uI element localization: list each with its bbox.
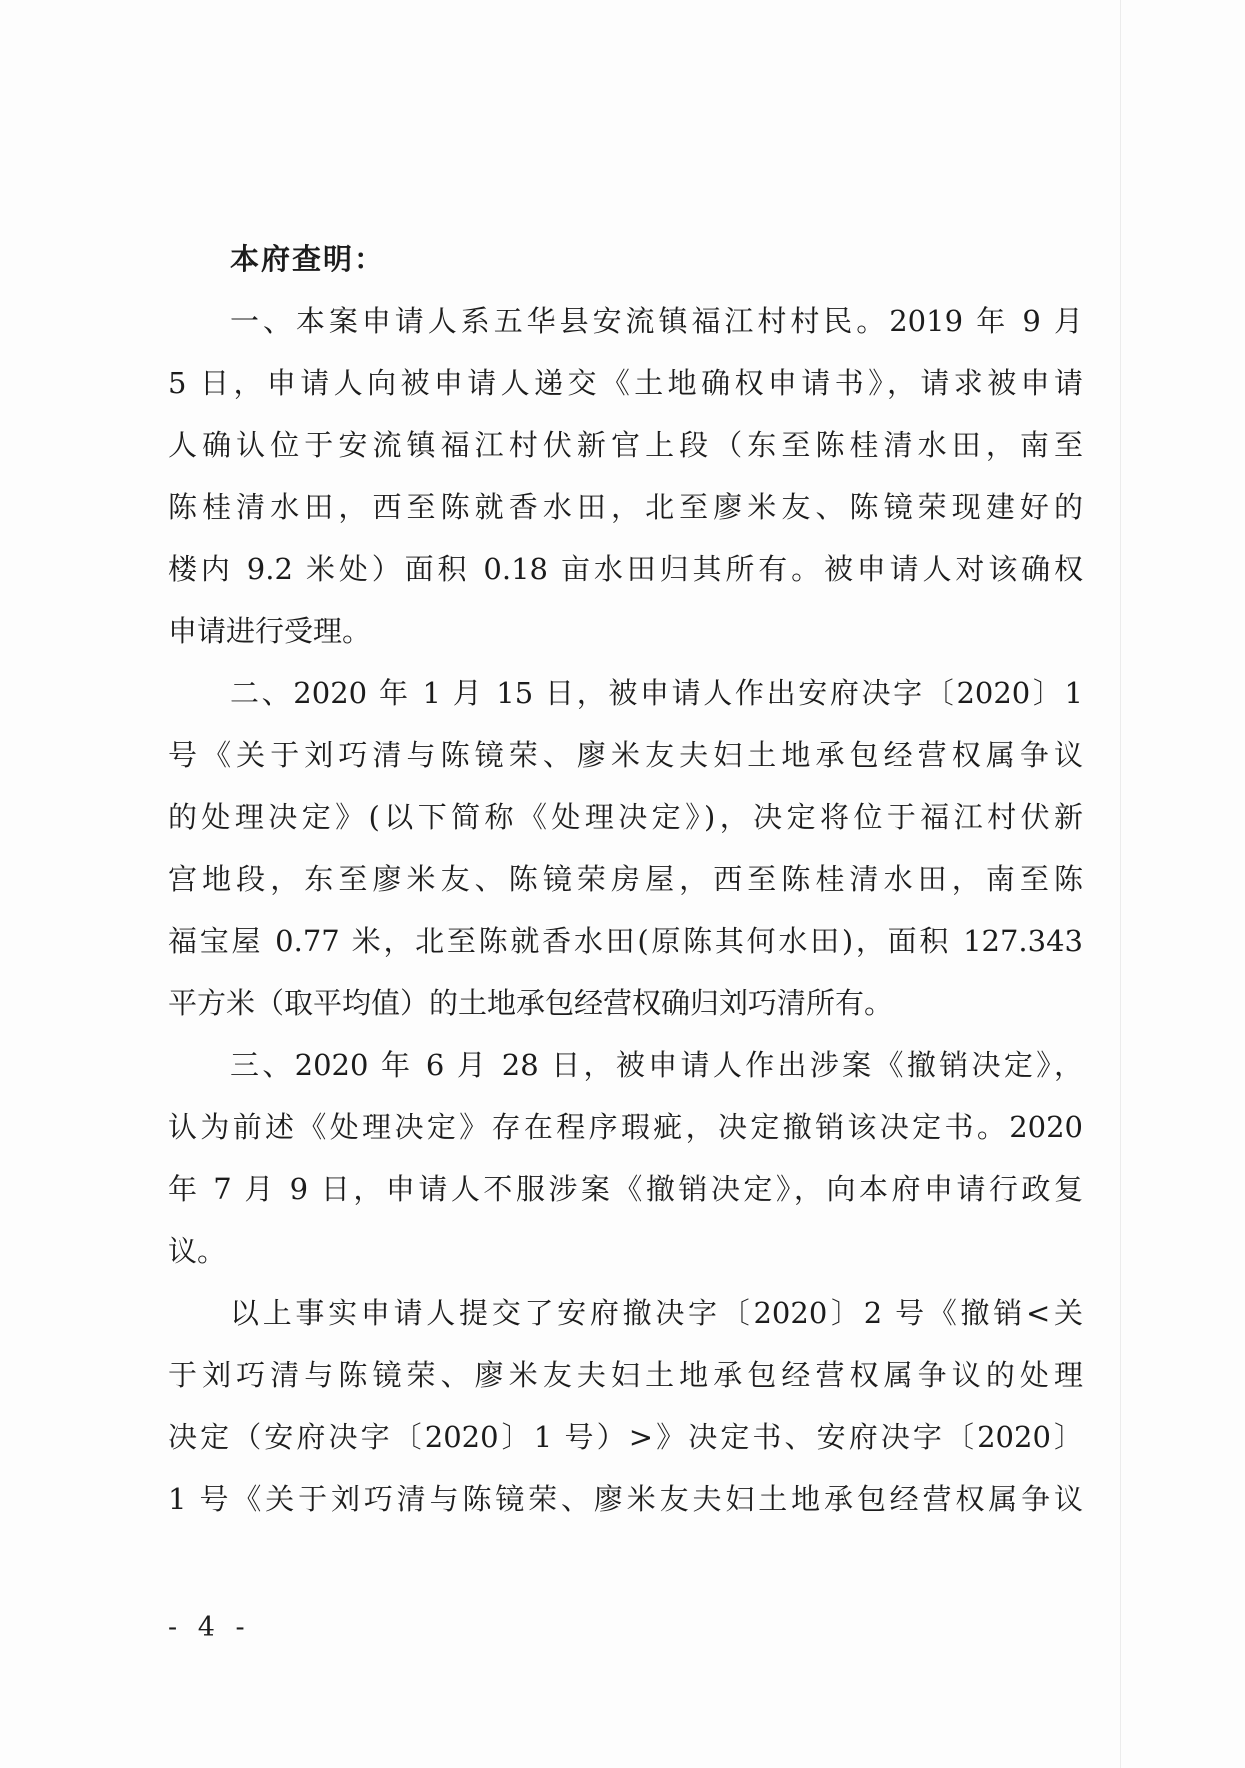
paragraph-line: 于刘巧清与陈镜荣、廖米友夫妇土地承包经营权属争议的处理: [168, 1358, 1083, 1392]
paragraph-line: 福宝屋 0.77 米，北至陈就香水田(原陈其何水田)，面积 127.343: [168, 924, 1083, 958]
paragraph-line: 决定（安府决字〔2020〕1 号）>》决定书、安府决字〔2020〕: [168, 1420, 1083, 1454]
paragraph-line: 1 号《关于刘巧清与陈镜荣、廖米友夫妇土地承包经营权属争议: [168, 1482, 1083, 1516]
paragraph-1: [168, 290, 1083, 662]
paragraph-line: 议。: [168, 1234, 227, 1268]
paragraph-line: 陈桂清水田，西至陈就香水田，北至廖米友、陈镜荣现建好的: [168, 490, 1083, 524]
paragraph-line: 申请进行受理。: [168, 614, 372, 648]
paragraph-line: 以上事实申请人提交了安府撤决字〔2020〕2 号《撤销<关: [230, 1296, 1083, 1330]
paragraph-line: 楼内 9.2 米处）面积 0.18 亩水田归其所有。被申请人对该确权: [168, 552, 1083, 586]
paragraph-line: 的处理决定》(以下简称《处理决定》)，决定将位于福江村伏新: [168, 800, 1083, 834]
paragraph-line: 5 日，申请人向被申请人递交《土地确权申请书》，请求被申请: [168, 366, 1083, 400]
paragraph-line: 年 7 月 9 日，申请人不服涉案《撤销决定》，向本府申请行政复: [168, 1172, 1083, 1206]
scan-fold-line: [1120, 0, 1121, 1768]
section-heading: 本府查明：: [230, 242, 386, 276]
paragraph-2: [168, 662, 1083, 1034]
paragraph-line: 三、2020 年 6 月 28 日，被申请人作出涉案《撤销决定》，: [230, 1048, 1083, 1082]
paragraph-3: [168, 1034, 1083, 1282]
paragraph-line: 平方米（取平均值）的土地承包经营权确归刘巧清所有。: [168, 986, 894, 1020]
paragraph-line: 号《关于刘巧清与陈镜荣、廖米友夫妇土地承包经营权属争议: [168, 738, 1083, 772]
paragraph-line: 人确认位于安流镇福江村伏新官上段（东至陈桂清水田，南至: [168, 428, 1083, 462]
paragraph-line: 二、2020 年 1 月 15 日，被申请人作出安府决字〔2020〕1: [230, 676, 1083, 710]
paragraph-line: 宫地段，东至廖米友、陈镜荣房屋，西至陈桂清水田，南至陈: [168, 862, 1083, 896]
paragraph-line: 认为前述《处理决定》存在程序瑕疵，决定撤销该决定书。2020: [168, 1110, 1083, 1144]
document-body: [168, 228, 1083, 1530]
paragraph-line: 一、本案申请人系五华县安流镇福江村村民。2019 年 9 月: [230, 304, 1083, 338]
paragraph-4: [168, 1282, 1083, 1530]
page-number: - 4 -: [168, 1612, 251, 1643]
